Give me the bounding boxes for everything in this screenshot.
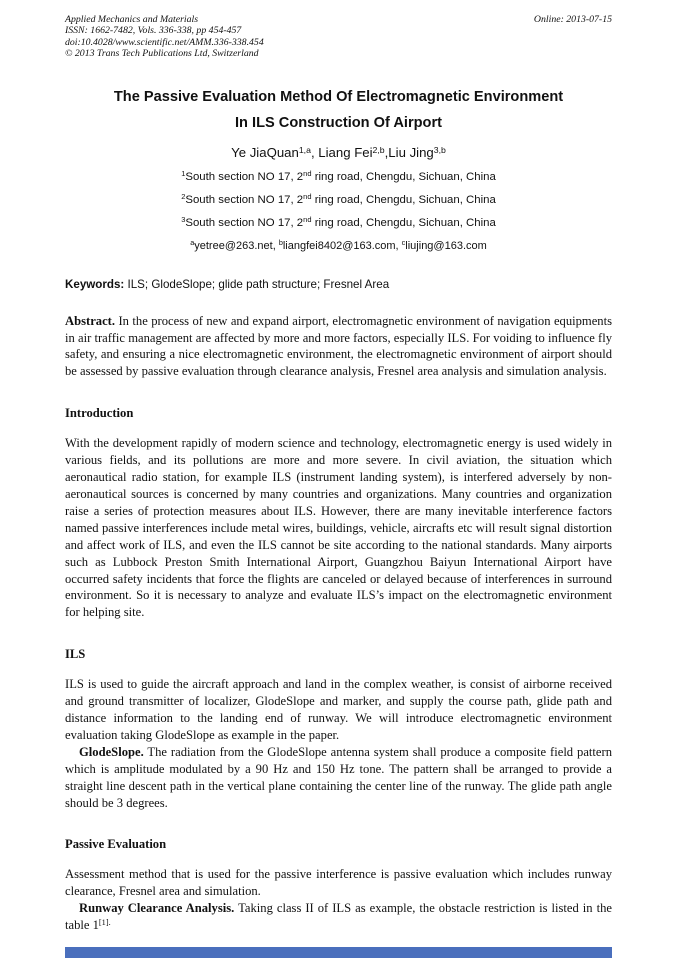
paper-page <box>65 14 612 936</box>
paper-title-line1: The Passive Evaluation Method Of Electromagnetic Environment <box>113 88 564 105</box>
affiliation-2-post: ring road, Chengdu, Sichuan, China <box>311 193 496 206</box>
affiliation-2-ordinal: nd <box>303 192 312 202</box>
author-3-sup: 3,b <box>433 144 446 155</box>
introduction-paragraph: With the development rapidly of modern science and technology, electromagnetic energy is used widely in various fields, and its pollutions are more and more severe. In civil aviation, the situation which aeronautical radio station, for example ILS (instrument landing system), is interfered adversely by non-aeronautical sources is concerned by many countries and organizations. Many countries and organization raise a series of protection measures about ILS. However, there are many inevitable interference factors named passive interferences include metal wires, buildings, vehicle, aircrafts etc will result signal distortion and affect work of ILS, and even the ILS cannot be site according to the national standards. Many airports such as Lubbock Preston Smith International Airport, Guangzhou Baiyun International Airport have occurred safety incidents that force the flights are canceled or delayed because of interferences in surround environment. So it is necessary to analyze and evaluate ILS’s impact on the electromagnetic environment for helping site. <box>65 436 612 620</box>
affiliation-3-pre: South section NO 17, 2 <box>185 216 304 229</box>
journal-issn: ISSN: 1662-7482, Vols. 336-338, pp 454-457 <box>65 25 242 37</box>
affiliation-3-post: ring road, Chengdu, Sichuan, China <box>311 216 496 229</box>
section-heading-passive-evaluation: Passive Evaluation <box>65 837 167 852</box>
abstract-label: Abstract. <box>65 313 116 328</box>
author-2: , Liang Fei <box>310 144 373 160</box>
affiliation-2 <box>65 194 612 206</box>
emails-line <box>65 240 612 252</box>
affiliation-1-sup: 1 <box>181 169 186 179</box>
affiliation-1-post: ring road, Chengdu, Sichuan, China <box>311 170 496 183</box>
author-3: ,Liu Jing <box>384 144 434 160</box>
affiliation-3-ordinal: nd <box>303 215 312 225</box>
affiliation-3 <box>65 217 612 229</box>
email-1: yetree@263.net, <box>194 239 279 252</box>
citation-reference-1: [1]. <box>98 918 111 928</box>
online-date: Online: 2013-07-15 <box>533 14 612 25</box>
abstract-text: In the process of new and expand airport, electromagnetic environment of navigation equipments in air traffic management are affected by more and more factors, especially ILS. For voiding to influence fly safety, and ensuring a nice electromagnetic environment, the electromagnetic environment of airport should be assessed by passive evaluation through clearance analysis, Fresnel area analysis and simulation analysis. <box>65 313 612 379</box>
affiliation-2-pre: South section NO 17, 2 <box>185 193 304 206</box>
footer-banner-bar <box>65 947 612 958</box>
runway-clearance-label: Runway Clearance Analysis. <box>79 901 235 916</box>
section-heading-introduction: Introduction <box>65 406 134 421</box>
journal-header <box>65 14 612 60</box>
abstract-paragraph <box>65 313 612 381</box>
authors-line <box>65 145 612 160</box>
runway-clearance-paragraph <box>65 900 612 936</box>
glodeslope-label: GlodeSlope. <box>79 744 144 759</box>
affiliation-1-ordinal: nd <box>303 169 312 179</box>
author-2-sup: 2,b <box>372 144 385 155</box>
journal-copyright: © 2013 Trans Tech Publications Ltd, Switzerland <box>65 48 259 60</box>
section-heading-ils: ILS <box>65 647 86 662</box>
affiliation-3-sup: 3 <box>181 215 186 225</box>
paper-title <box>65 84 612 136</box>
passive-evaluation-paragraph: Assessment method that is used for the passive interference is passive evaluation which includes runway clearance, Fresnel area and simulation. <box>65 867 612 899</box>
author-1: Ye JiaQuan <box>231 144 299 160</box>
author-1-sup: 1,a <box>298 144 311 155</box>
affiliation-2-sup: 2 <box>181 192 186 202</box>
paper-title-line2: In ILS Construction Of Airport <box>235 114 442 131</box>
affiliation-1 <box>65 171 612 183</box>
ils-paragraph: ILS is used to guide the aircraft approach and land in the complex weather, is consist of airborne received and ground transmitter of localizer, GlodeSlope and marker, and supply the course path, glide path and distance information to the landing end of runway. We will introduce electromagnetic environment evaluation taking GlodeSlope as example in the paper. <box>65 677 612 742</box>
glodeslope-text: The radiation from the GlodeSlope antenna system shall produce a composite field pattern which is amplitude modulated by a 90 Hz and 150 Hz tone. The pattern shall be arranged to provide a straight line descent path in the vertical plane containing the center line of the runway. The glide path angle should be 3 degrees. <box>65 744 612 810</box>
runway-clearance-text: Taking class II of ILS as example, the obstacle restriction is listed in the table 1 <box>65 901 612 933</box>
journal-doi: doi:10.4028/www.scientific.net/AMM.336-338.454 <box>65 36 264 48</box>
journal-name: Applied Mechanics and Materials <box>65 14 199 25</box>
email-2-sup: b <box>278 238 283 248</box>
glodeslope-paragraph <box>65 744 612 812</box>
email-1-sup: a <box>190 238 195 248</box>
keywords-label: Keywords: <box>65 277 125 291</box>
email-3-sup: c <box>401 238 406 248</box>
keywords-text: ILS; GlodeSlope; glide path structure; Fresnel Area <box>124 277 390 291</box>
keywords-line <box>65 278 612 291</box>
email-2: liangfei8402@163.com, <box>282 239 402 252</box>
affiliation-1-pre: South section NO 17, 2 <box>185 170 304 183</box>
email-3: liujing@163.com <box>405 239 487 252</box>
